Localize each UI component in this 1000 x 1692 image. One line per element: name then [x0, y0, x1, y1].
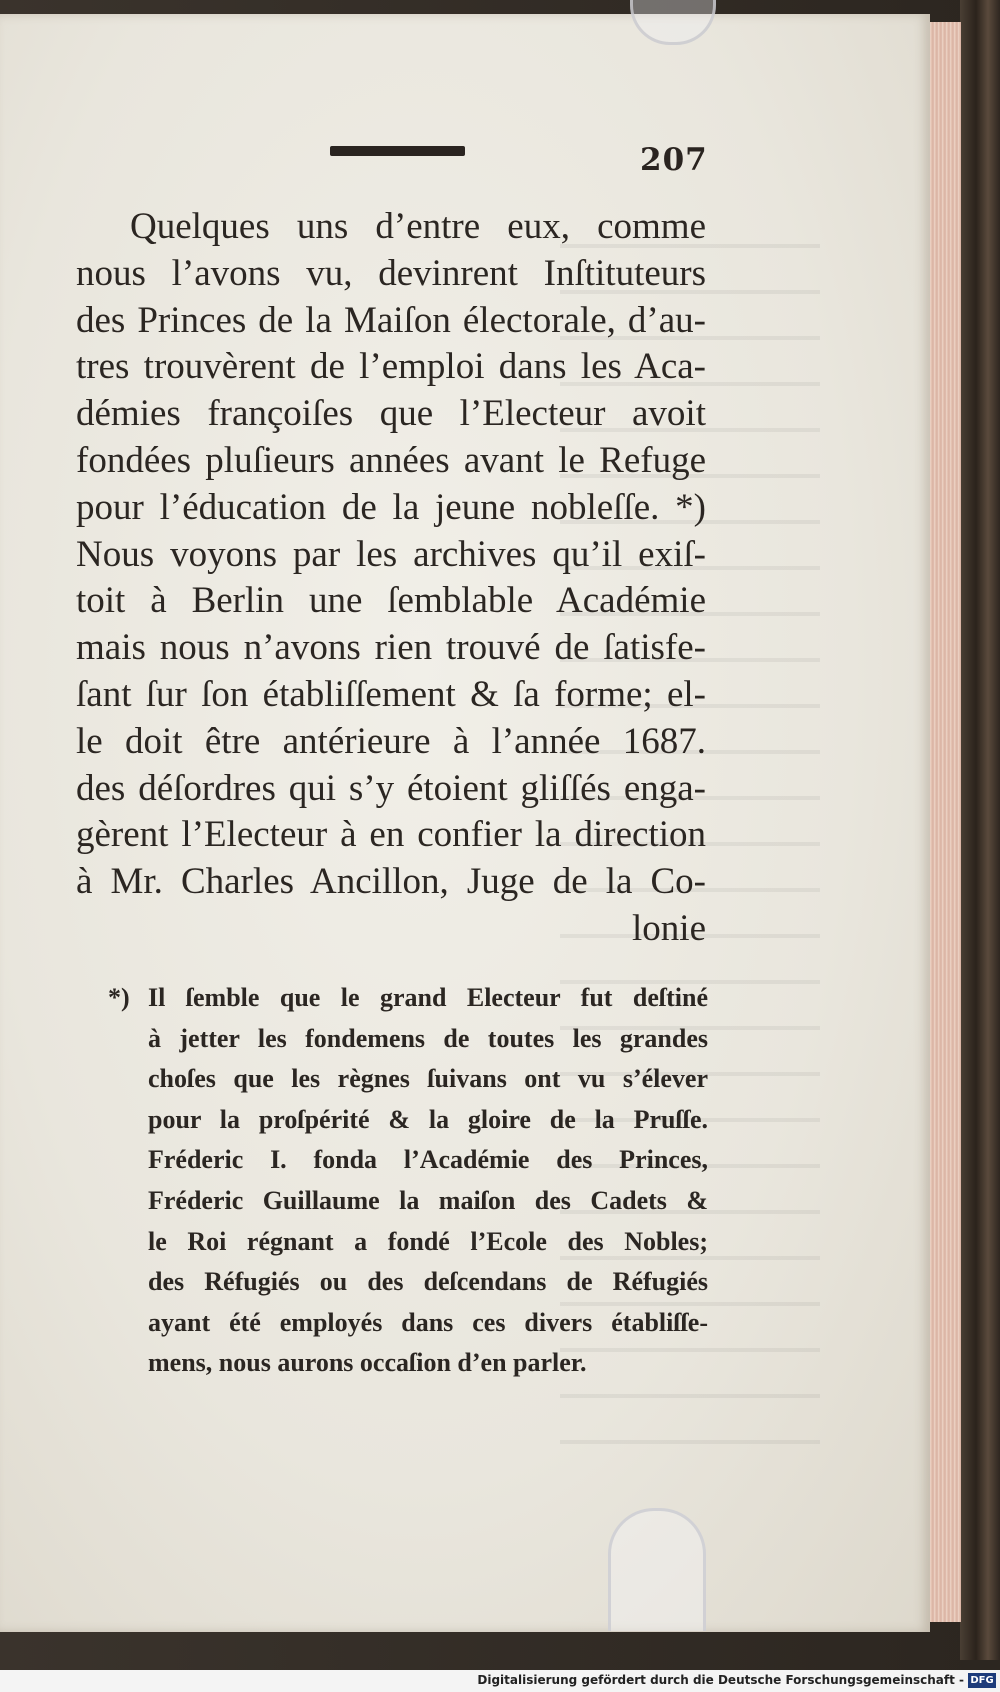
text-line: Nous voyons par les archives qu’il exiſ-	[76, 533, 706, 575]
footnote-line: Il ſemble que le grand Electeur fut deſtiné	[148, 983, 708, 1012]
book-cover-edge	[960, 0, 1000, 1660]
text-line: fondées pluſieurs années avant le Refuge	[76, 439, 706, 481]
footnote-line: pour la proſpérité & la gloire de la Pruſſe.	[148, 1104, 708, 1134]
text-line: ſant ſur ſon établiſſement & ſa forme; el-	[76, 673, 706, 715]
text-line: des déſordres qui s’y étoient gliſſés enga-	[76, 767, 706, 809]
footnote-line: le Roi régnant a fondé l’Ecole des Nobles;	[148, 1226, 708, 1256]
footnote-marker: *)	[108, 983, 130, 1012]
text-line: Quelques uns d’entre eux, comme	[130, 206, 706, 247]
page-number: 207	[640, 142, 708, 178]
footnote-line: Fréderic Guillaume la maiſon des Cadets &	[148, 1185, 708, 1215]
footnote-line: choſes que les règnes ſuivans ont vu s’élever	[148, 1064, 708, 1094]
catchword: lonie	[632, 907, 706, 949]
dfg-logo: DFG	[968, 1673, 996, 1688]
body-text	[76, 204, 706, 953]
text-line: nous l’avons vu, devinrent Inſtituteurs	[76, 252, 706, 294]
paper-clip-bottom	[608, 1508, 706, 1631]
text-line: le doit être antérieure à l’année 1687.	[76, 720, 706, 762]
footnote-line: des Réfugiés ou des deſcendans de Réfugiés	[148, 1267, 708, 1297]
text-line: gèrent l’Electeur à en confier la direction	[76, 814, 706, 856]
text-line: des Princes de la Maiſon électorale, d’au-	[76, 299, 706, 341]
footnote-body	[114, 978, 708, 1384]
footnote-line: ayant été employés dans ces divers établiſſe-	[148, 1307, 708, 1337]
footnote-line: mens, nous aurons occaſion d’en parler.	[148, 1348, 587, 1378]
text-line: toit à Berlin une ſemblable Académie	[76, 580, 706, 622]
footnote-line: Fréderic I. fonda l’Académie des Princes,	[148, 1145, 708, 1175]
footnote	[108, 978, 708, 1384]
digitization-credit: Digitalisierung gefördert durch die Deutsche Forschungsgemeinschaft -	[477, 1673, 964, 1687]
text-line: démies françoiſes que l’Electeur avoit	[76, 393, 706, 435]
header-ornament-rule	[330, 146, 465, 156]
text-line: pour l’éducation de la jeune nobleſſe. *)	[76, 486, 706, 528]
footnote-line: à jetter les fondemens de toutes les grandes	[148, 1023, 708, 1053]
text-line: tres trouvèrent de l’emploi dans les Aca-	[76, 346, 706, 388]
text-line: à Mr. Charles Ancillon, Juge de la Co-	[76, 861, 706, 903]
text-line: mais nous n’avons rien trouvé de ſatisfe-	[76, 627, 706, 669]
